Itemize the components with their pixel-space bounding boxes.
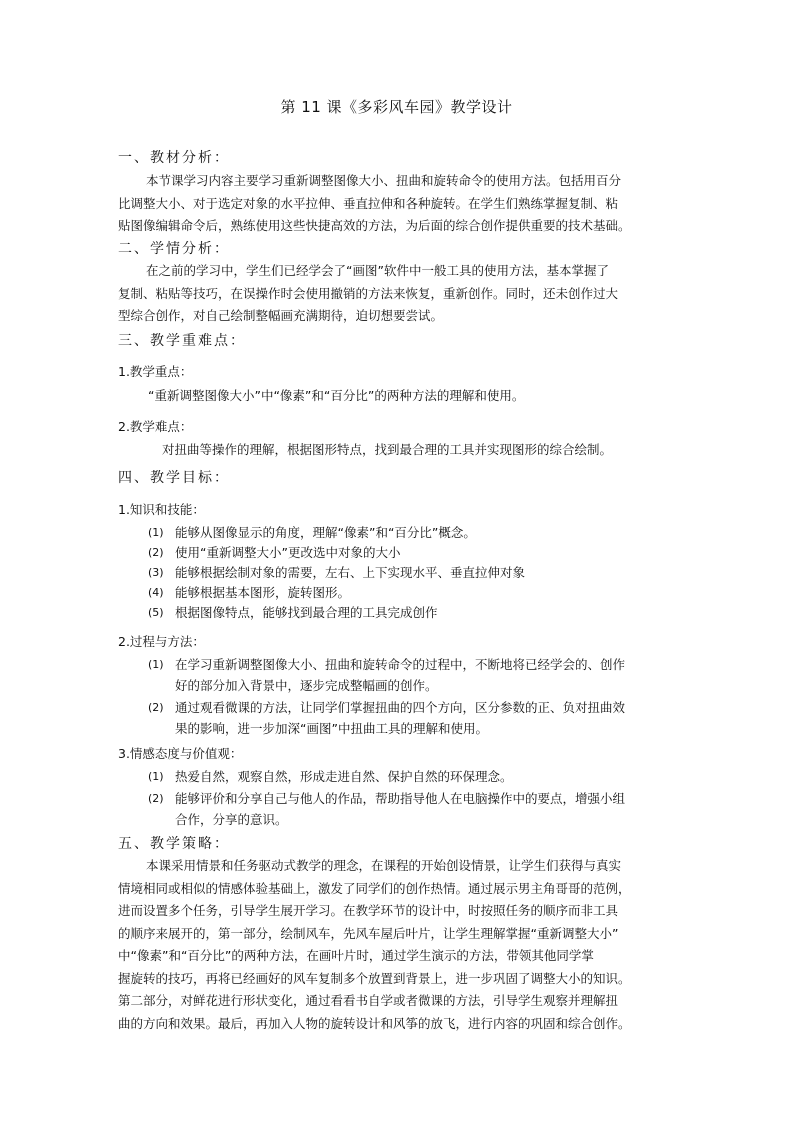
- paragraph-materials: [118, 170, 678, 238]
- list-item-text: 合作，分享的意识。: [175, 812, 288, 827]
- paragraph-line: 第二部分，对鲜花进行形状变化，通过看看书自学或者微课的方法，引导学生观察并理解扭: [118, 993, 619, 1008]
- list-item-text: 能够根据绘制对象的需要，左右、上下实现水平、垂直拉伸对象: [175, 565, 526, 580]
- list-item-text: 好的部分加入背景中，逐步完成整幅画的创作。: [175, 678, 438, 693]
- list-item-number: (5): [148, 606, 164, 619]
- section-heading-strategy: 五、教学策略：: [118, 836, 230, 852]
- list-item-text: 能够评价和分享自己与他人的作品，帮助指导他人在电脑操作中的要点，增强小组: [175, 791, 626, 806]
- difficulty-text: 对扭曲等操作的理解，根据图形特点，找到最合理的工具并实现图形的综合绘制。: [162, 442, 613, 457]
- paragraph-students: [118, 260, 678, 328]
- paragraph-line: 型综合创作，对自己绘制整幅画充满期待，迫切想要尝试。: [118, 308, 444, 323]
- paragraph-line: 握旋转的技巧，再将已经画好的风车复制多个放置到背景上，进一步巩固了调整大小的知识。: [118, 970, 631, 986]
- list-item-text: 在学习重新调整图像大小、扭曲和旋转命令的过程中，不断地将已经学会的、创作: [175, 657, 626, 672]
- list-item-number: (2): [148, 792, 164, 805]
- paragraph-line: 贴图像编辑命令后，熟练使用这些快捷高效的方法，为后面的综合创作提供重要的技术基础。: [118, 218, 631, 233]
- list-item-text: 果的影响，进一步加深“画图”中扭曲工具的理解和使用。: [175, 721, 488, 736]
- paragraph-line: 复制、粘贴等技巧，在误操作时会使用撤销的方法来恢复，重新创作。同时，还未创作过大: [118, 285, 619, 301]
- list-item-text: 通过观看微课的方法，让同学们掌握扭曲的四个方向，区分参数的正、负对扭曲效: [175, 700, 626, 715]
- list-item-text: 热爱自然，观察自然，形成走进自然、保护自然的环保理念。: [175, 769, 513, 784]
- subheading-process-methods: 2.过程与方法：: [118, 634, 205, 649]
- subheading-knowledge-skills: 1.知识和技能：: [118, 502, 205, 517]
- paragraph-line: 曲的方向和效果。最后，再加入人物的旋转设计和风筝的放飞，进行内容的巩固和综合创作。: [118, 1015, 631, 1031]
- list-item-number: (1): [148, 526, 164, 539]
- paragraph-line: 情境相同或相似的情感体验基础上，激发了同学们的创作热情。通过展示男主角哥哥的范例，: [118, 880, 631, 896]
- paragraph-line: 在之前的学习中，学生们已经学会了“画图”软件中一般工具的使用方法，基本掌握了: [146, 263, 609, 278]
- paragraph-line: 比调整大小、对于选定对象的水平拉伸、垂直拉伸和各种旋转。在学生们熟练掌握复制、粘: [118, 195, 619, 211]
- list-item-number: (2): [148, 701, 164, 714]
- list-item-text: 能够从图像显示的角度，理解“像素”和“百分比”概念。: [175, 525, 476, 540]
- list-item-number: (1): [148, 658, 164, 671]
- list-item-number: (3): [148, 566, 164, 579]
- subheading-key-point: 1.教学重点：: [118, 364, 193, 379]
- list-item-text: 能够根据基本图形，旋转图形。: [175, 585, 351, 600]
- list-item-number: (1): [148, 770, 164, 783]
- list-item-number: (4): [148, 586, 164, 599]
- section-heading-key-points: 三、教学重难点：: [118, 333, 246, 349]
- paragraph-line: 中“像素”和“百分比”的两种方法，在画叶片时，通过学生演示的方法，带领其他同学掌: [118, 948, 594, 963]
- paragraph-strategy: [118, 855, 678, 1035]
- list-item-text: 使用“重新调整大小”更改选中对象的大小: [175, 545, 401, 560]
- section-heading-students: 二、学情分析：: [118, 241, 230, 257]
- paragraph-line: 的顺序来展开的，第一部分，绘制风车，先风车屋后叶片，让学生理解掌握“重新调整大小”: [118, 925, 619, 941]
- subheading-difficulty: 2.教学难点：: [118, 419, 193, 434]
- section-heading-materials: 一、教材分析：: [118, 150, 230, 166]
- document-title: 第 11 课《多彩风车园》教学设计: [280, 98, 513, 116]
- list-item-number: (2): [148, 546, 164, 559]
- paragraph-line: 本节课学习内容主要学习重新调整图像大小、扭曲和旋转命令的使用方法。包括用百分: [146, 173, 622, 188]
- section-heading-objectives: 四、教学目标：: [118, 470, 230, 486]
- list-item-text: 根据图像特点，能够找到最合理的工具完成创作: [175, 605, 438, 620]
- subheading-attitudes-values: 3.情感态度与价值观：: [118, 746, 243, 761]
- paragraph-line: 进而设置多个任务，引导学生展开学习。在教学环节的设计中，时按照任务的顺序而非工具: [118, 903, 619, 918]
- key-point-text: “重新调整图像大小”中“像素”和“百分比”的两种方法的理解和使用。: [148, 388, 525, 403]
- paragraph-line: 本课采用情景和任务驱动式教学的理念，在课程的开始创设情景，让学生们获得与真实: [146, 858, 622, 873]
